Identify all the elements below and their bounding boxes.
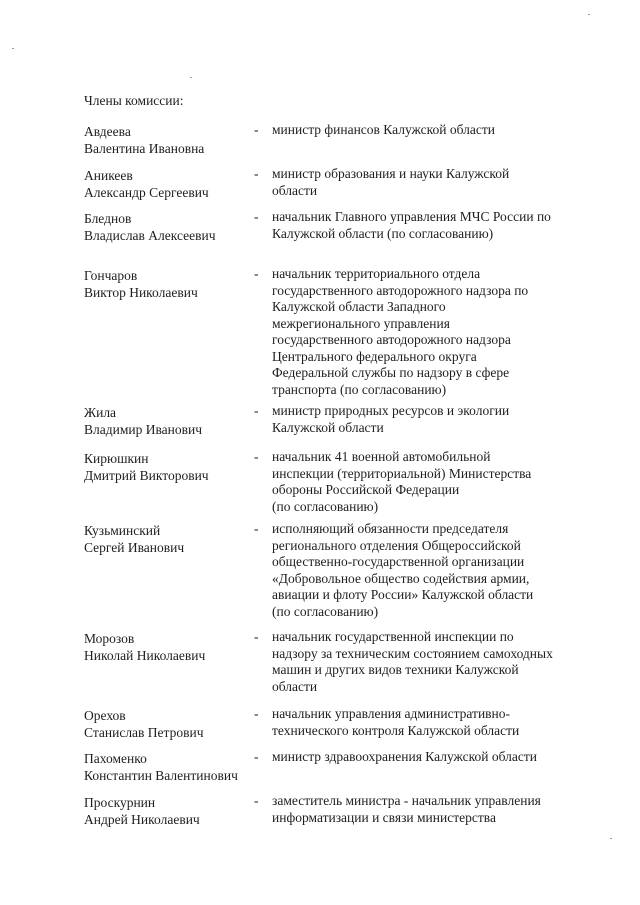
member-surname: Аникеев	[84, 168, 133, 183]
member-role-line: заместитель министра - начальник управления	[272, 793, 541, 808]
member-surname: Авдеева	[84, 124, 131, 139]
member-role-line: Федеральной службы по надзору в сфере	[272, 365, 510, 380]
member-role-line: транспорта (по согласованию)	[272, 381, 447, 397]
member-role-line: начальник территориального отдела	[272, 266, 481, 281]
member-surname: Кузьминский	[84, 523, 161, 538]
member-surname: Проскурнин	[84, 795, 156, 810]
member-role-line: авиации и флоту России» Калужской области	[272, 587, 534, 602]
member-role	[272, 629, 582, 695]
member-name	[84, 451, 254, 484]
member-role-line: Калужской области Западного	[272, 299, 446, 314]
member-name	[84, 795, 254, 828]
member-given-name: Владимир Иванович	[84, 421, 203, 437]
member-role-line: межрегионального управления	[272, 315, 450, 331]
member-dash: -	[254, 749, 259, 764]
member-given-name: Сергей Иванович	[84, 539, 185, 555]
member-role-line: (по согласованию)	[272, 603, 379, 619]
member-dash: -	[254, 521, 259, 536]
member-role-line: министр природных ресурсов и экологии	[272, 403, 510, 418]
member-role	[272, 521, 582, 620]
member-given-name: Константин Валентинович	[84, 767, 238, 783]
member-role	[272, 403, 582, 436]
scan-speck	[190, 77, 192, 78]
member-role-line: Калужской области	[272, 419, 384, 435]
member-name	[84, 631, 254, 664]
scan-speck	[12, 48, 14, 49]
member-role	[272, 166, 582, 199]
member-role-line: регионального отделения Общероссийской	[272, 537, 521, 553]
member-name	[84, 268, 254, 301]
scan-speck	[610, 838, 612, 839]
member-role-line: «Добровольное общество содействия армии,	[272, 570, 530, 586]
member-role-line: машин и других видов техники Калужской	[272, 662, 519, 677]
member-dash: -	[254, 403, 259, 418]
member-surname: Жила	[84, 405, 117, 420]
member-dash: -	[254, 793, 259, 808]
member-surname: Пахоменко	[84, 751, 147, 766]
member-dash: -	[254, 449, 259, 464]
member-role-line: области	[272, 182, 318, 198]
member-role	[272, 122, 582, 139]
member-name	[84, 211, 254, 244]
member-role-line: начальник управления административно-	[272, 706, 511, 721]
member-role-line: министр образования и науки Калужской	[272, 166, 510, 181]
member-role-line: информатизации и связи министерства	[272, 809, 496, 825]
member-role-line: государственного автодорожного надзора	[272, 332, 511, 347]
member-role-line: Калужской области (по согласованию)	[272, 225, 494, 241]
member-role	[272, 706, 582, 739]
member-role-line: Центрального федерального округа	[272, 348, 477, 364]
member-role-line: области	[272, 678, 318, 694]
member-surname: Бледнов	[84, 211, 132, 226]
member-surname: Орехов	[84, 708, 126, 723]
member-role	[272, 749, 582, 766]
member-role-line: общественно-государственной организации	[272, 554, 525, 569]
scan-speck	[588, 14, 590, 15]
member-role-line: исполняющий обязанности председателя	[272, 521, 509, 536]
member-dash: -	[254, 166, 259, 181]
member-role	[272, 449, 582, 515]
member-role-line: государственного автодорожного надзора по	[272, 282, 529, 298]
member-surname: Гончаров	[84, 268, 138, 283]
section-heading: Члены комиссии:	[84, 93, 184, 108]
member-role-line: начальник 41 военной автомобильной	[272, 449, 491, 464]
member-name	[84, 751, 254, 784]
member-name	[84, 523, 254, 556]
member-given-name: Виктор Николаевич	[84, 284, 198, 300]
member-given-name: Валентина Ивановна	[84, 140, 205, 156]
member-role-line: надзору за техническим состоянием самоходных	[272, 645, 553, 661]
member-role-line: начальник Главного управления МЧС России по	[272, 209, 551, 224]
member-given-name: Владислав Алексеевич	[84, 227, 216, 243]
member-given-name: Андрей Николаевич	[84, 811, 200, 827]
member-name	[84, 708, 254, 741]
member-given-name: Николай Николаевич	[84, 647, 206, 663]
member-dash: -	[254, 122, 259, 137]
member-role	[272, 209, 582, 242]
member-dash: -	[254, 629, 259, 644]
member-role-line: министр финансов Калужской области	[272, 122, 495, 137]
member-given-name: Станислав Петрович	[84, 724, 204, 740]
member-role-line: начальник государственной инспекции по	[272, 629, 514, 644]
member-dash: -	[254, 209, 259, 224]
member-role-line: инспекции (территориальной) Министерства	[272, 465, 532, 481]
member-role-line: технического контроля Калужской области	[272, 722, 520, 738]
member-surname: Морозов	[84, 631, 135, 646]
member-surname: Кирюшкин	[84, 451, 149, 466]
member-name	[84, 124, 254, 157]
member-given-name: Дмитрий Викторович	[84, 467, 209, 483]
member-role-line: обороны Российской Федерации	[272, 482, 460, 497]
member-dash: -	[254, 266, 259, 281]
member-role-line: министр здравоохранения Калужской области	[272, 749, 537, 764]
member-given-name: Александр Сергеевич	[84, 184, 209, 200]
member-role-line: (по согласованию)	[272, 498, 379, 514]
member-name	[84, 168, 254, 201]
member-dash: -	[254, 706, 259, 721]
member-name	[84, 405, 254, 438]
member-role	[272, 793, 582, 826]
member-role	[272, 266, 582, 398]
